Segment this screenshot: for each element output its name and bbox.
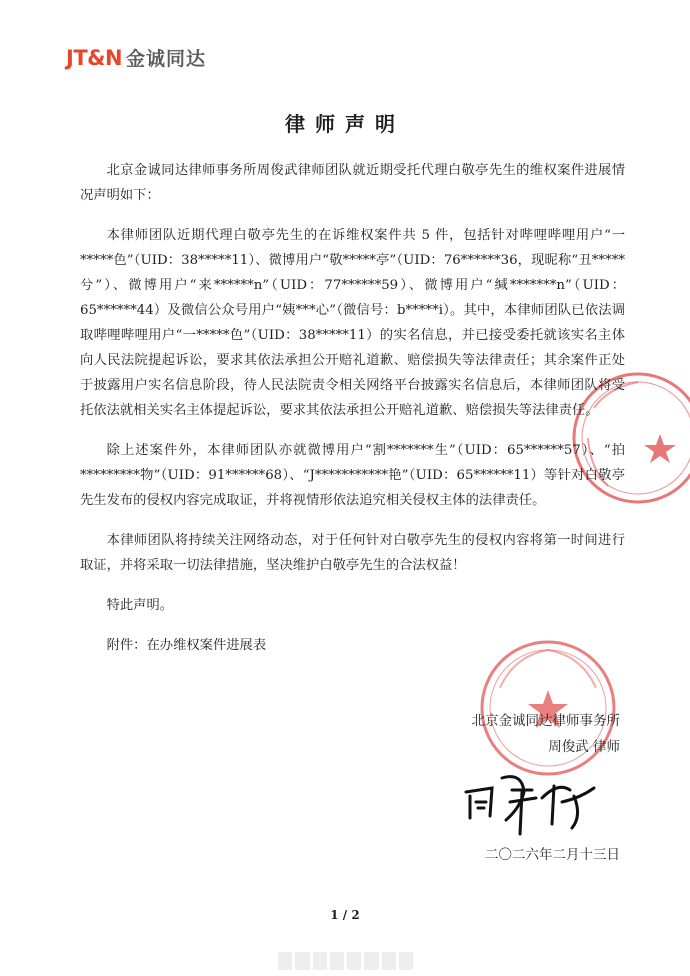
page-title: 律师声明 xyxy=(285,112,405,136)
handwritten-signature xyxy=(462,768,602,842)
paragraph-intro: 北京金诚同达律师事务所周俊武律师团队就近期受托代理白敬亭先生的维权案件进展情况声明如下： xyxy=(80,163,625,203)
paragraph-other-cases: 除上述案件外，本律师团队亦就微博用户“割*******生”（UID：65******57）、“拍*********物”（UID：91******68）、“J***********艳”（UID：65******11）等针对白敬亭先生发布的侵权内容完成取证，并将视情形依法追究相关侵权主体的法律责任。 xyxy=(80,443,625,508)
paragraph-closing: 特此声明。 xyxy=(106,598,174,613)
strip-block xyxy=(295,952,309,970)
strip-block xyxy=(382,952,396,970)
logo-mark: JT&N xyxy=(66,45,123,70)
signature-block xyxy=(472,708,621,760)
strip-block xyxy=(330,952,344,970)
image-strip xyxy=(278,952,413,970)
statement-body xyxy=(80,158,625,673)
firm-logo xyxy=(66,44,206,71)
logo-name: 金诚同达 xyxy=(126,48,207,70)
strip-block xyxy=(347,952,361,970)
strip-block xyxy=(399,952,413,970)
lawyer-name: 周俊武 律师 xyxy=(548,739,620,755)
strip-block xyxy=(278,952,292,970)
paragraph-cases: 本律师团队近期代理白敬亭先生的在诉维权案件共 5 件，包括针对哔哩哔哩用户“一*****色”（UID：38*****11）、微博用户“敬*****亭”（UID：76******36，现昵称“丑*****兮”）、微博用户“来******n”（UID：77******59）、微博用户“缄*******n”（UID：65******44）及微信公众号用户“姨***心”（微信号：b*****i）。其中，本律师团队已依法调取哔哩哔哩用户“一*****色”（UID：38*****11）的实名信息，并已接受委托就该实名主体向人民法院提起诉讼，要求其依法承担公开赔礼道歉、赔偿损失等法律责任；其余案件正处于披露用户实名信息阶段，待人民法院责令相关网络平台披露实名信息后，本律师团队将受托依法就相关实名主体提起诉讼，要求其依法承担公开赔礼道歉、赔偿损失等法律责任。 xyxy=(80,228,625,418)
page-number: 1 / 2 xyxy=(330,908,360,922)
statement-date: 二〇二六年二月十三日 xyxy=(485,847,620,863)
strip-block xyxy=(313,952,327,970)
paragraph-attachment: 附件：在办维权案件进展表 xyxy=(106,638,267,653)
paragraph-commitment: 本律师团队将持续关注网络动态，对于任何针对白敬亭先生的侵权内容将第一时间进行取证，并将采取一切法律措施，坚决维护白敬亭先生的合法权益！ xyxy=(80,533,625,573)
strip-block xyxy=(364,952,378,970)
firm-name: 北京金诚同达律师事务所 xyxy=(471,713,620,729)
